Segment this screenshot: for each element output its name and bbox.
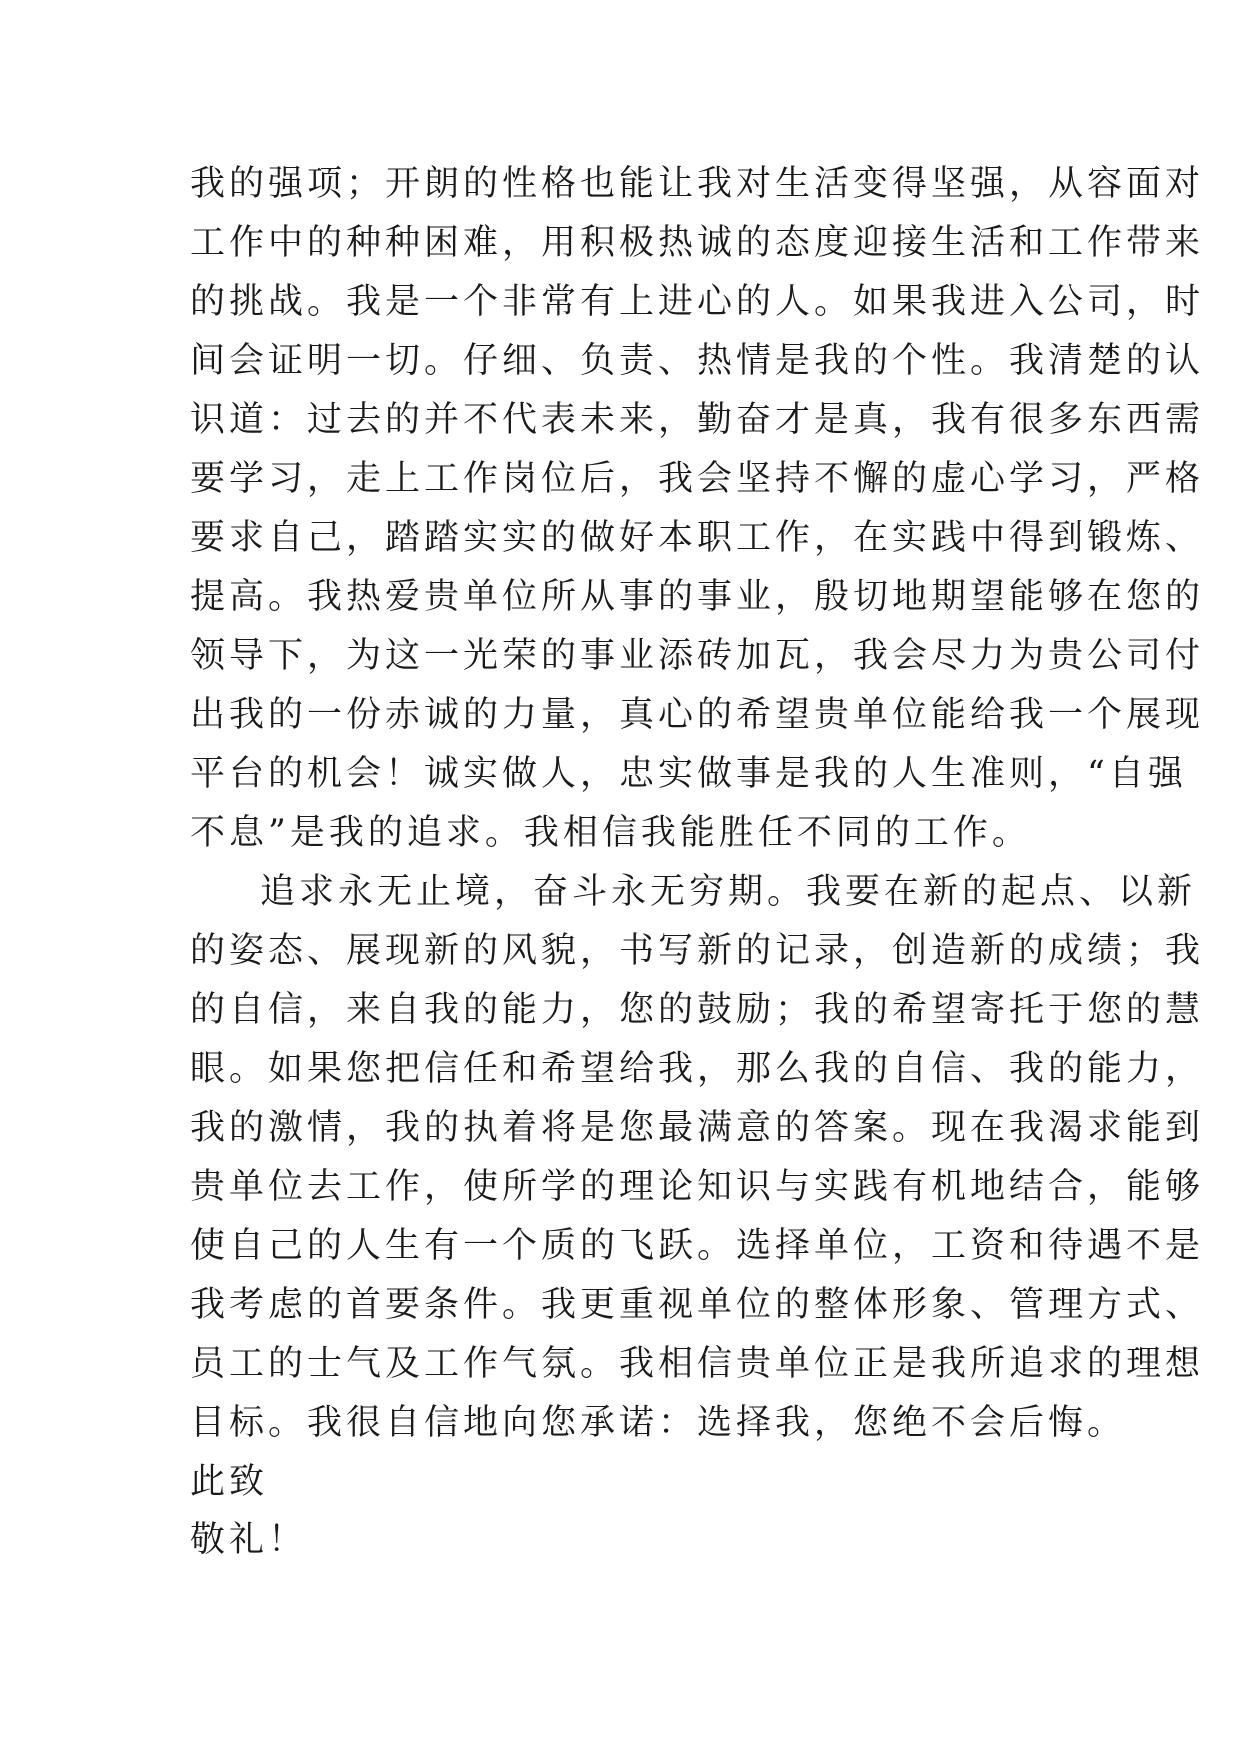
text-line: 要学习，走上工作岗位后，我会坚持不懈的虚心学习，严格 bbox=[190, 459, 1205, 499]
closing-greeting: 此致 bbox=[190, 1462, 269, 1502]
text-line: 使自己的人生有一个质的飞跃。选择单位，工资和待遇不是 bbox=[190, 1226, 1205, 1266]
text-line: 的自信，来自我的能力，您的鼓励；我的希望寄托于您的慧 bbox=[190, 990, 1205, 1030]
paragraph-2 bbox=[190, 863, 1205, 1453]
text-line: 识道：过去的并不代表未来，勤奋才是真，我有很多东西需 bbox=[190, 400, 1205, 440]
text-line: 工作中的种种困难，用积极热诚的态度迎接生活和工作带来 bbox=[190, 223, 1205, 263]
letter-body bbox=[190, 155, 1205, 1569]
text-line: 我的强项；开朗的性格也能让我对生活变得坚强，从容面对 bbox=[190, 164, 1205, 204]
text-line: 眼。如果您把信任和希望给我，那么我的自信、我的能力， bbox=[190, 1049, 1205, 1089]
text-line: 提高。我热爱贵单位所从事的事业，殷切地期望能够在您的 bbox=[190, 577, 1205, 617]
text-line: 要求自己，踏踏实实的做好本职工作，在实践中得到锻炼、 bbox=[190, 518, 1205, 558]
text-line: 追求永无止境，奋斗永无穷期。我要在新的起点、以新 bbox=[260, 872, 1197, 912]
text-line: 领导下，为这一光荣的事业添砖加瓦，我会尽力为贵公司付 bbox=[190, 636, 1205, 676]
text-line: 平台的机会！诚实做人，忠实做事是我的人生准则，“自强 bbox=[190, 754, 1187, 794]
text-line: 的姿态、展现新的风貌，书写新的记录，创造新的成绩；我 bbox=[190, 931, 1205, 971]
text-line: 不息”是我的追求。我相信我能胜任不同的工作。 bbox=[190, 813, 1031, 853]
text-line: 目标。我很自信地向您承诺：选择我，您绝不会后悔。 bbox=[190, 1403, 1127, 1443]
text-line: 员工的士气及工作气氛。我相信贵单位正是我所追求的理想 bbox=[190, 1344, 1205, 1384]
text-line: 我考虑的首要条件。我更重视单位的整体形象、管理方式、 bbox=[190, 1285, 1205, 1325]
text-line: 间会证明一切。仔细、负责、热情是我的个性。我清楚的认 bbox=[190, 341, 1205, 381]
text-line: 贵单位去工作，使所学的理论知识与实践有机地结合，能够 bbox=[190, 1167, 1205, 1207]
text-line: 的挑战。我是一个非常有上进心的人。如果我进入公司，时 bbox=[190, 282, 1205, 322]
text-line: 出我的一份赤诚的力量，真心的希望贵单位能给我一个展现 bbox=[190, 695, 1205, 735]
paragraph-1 bbox=[190, 155, 1205, 863]
text-line: 我的激情，我的执着将是您最满意的答案。现在我渴求能到 bbox=[190, 1108, 1205, 1148]
closing-salutation: 敬礼！ bbox=[190, 1520, 308, 1560]
